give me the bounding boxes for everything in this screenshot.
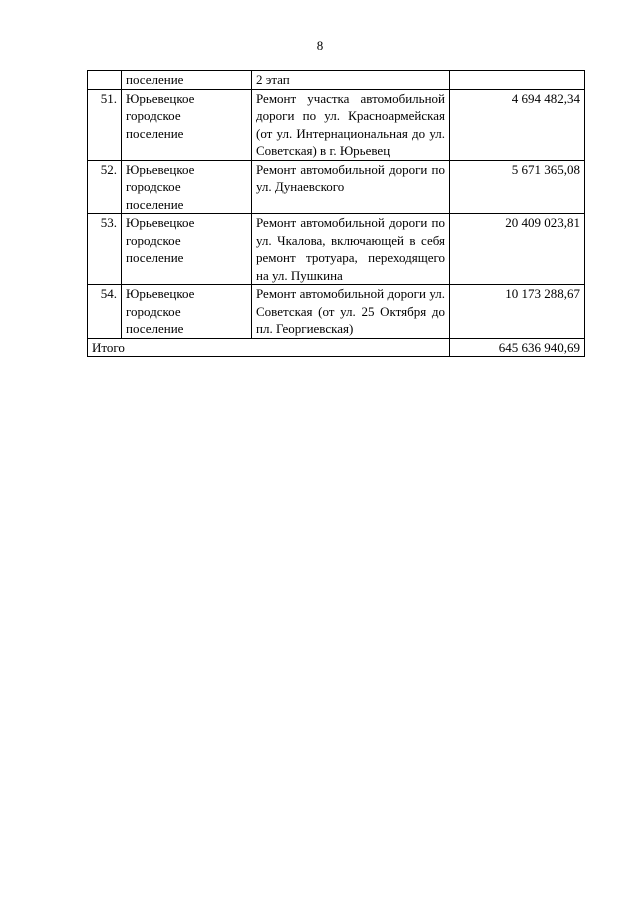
row-number-cell: 53. — [88, 214, 122, 285]
settlement-name-line: городское — [126, 232, 181, 248]
funding-table — [87, 70, 585, 357]
table-row — [88, 160, 585, 214]
table-row — [88, 285, 585, 339]
work-description-cell: Ремонт участка автомобильной дороги по ул. Красноармейская (от ул. Интернациональная до ул. Советская) в г. Юрьевец — [252, 89, 450, 160]
settlement-name-cell — [122, 214, 252, 285]
settlement-name-cell: поселение — [122, 71, 252, 90]
total-label: Итого — [88, 338, 450, 357]
amount-cell — [450, 71, 585, 90]
amount-cell: 5 671 365,08 — [450, 160, 585, 214]
settlement-name-line: Юрьевецкое — [126, 161, 195, 177]
total-row — [88, 338, 585, 357]
settlement-name-cell — [122, 285, 252, 339]
table-row — [88, 214, 585, 285]
amount-cell: 4 694 482,34 — [450, 89, 585, 160]
amount-cell: 20 409 023,81 — [450, 214, 585, 285]
work-description-cell: Ремонт автомобильной дороги по ул. Дунаевского — [252, 160, 450, 214]
work-description-cell: Ремонт автомобильной дороги ул. Советская (от ул. 25 Октября до пл. Георгиевская) — [252, 285, 450, 339]
table-row-continuation — [88, 71, 585, 90]
settlement-name-line: Юрьевецкое — [126, 286, 195, 301]
row-number-cell: 52. — [88, 160, 122, 214]
settlement-name-line: поселение — [126, 125, 184, 141]
row-number-cell: 51. — [88, 89, 122, 160]
settlement-name-line: городское — [126, 108, 181, 123]
total-amount: 645 636 940,69 — [450, 338, 585, 357]
table-row — [88, 89, 585, 160]
settlement-name-line: Юрьевецкое — [126, 90, 195, 106]
settlement-name-line: поселение — [126, 321, 184, 336]
settlement-name-line: поселение — [126, 196, 184, 212]
settlement-name-line: городское — [126, 303, 181, 319]
settlement-name-cell — [122, 160, 252, 214]
work-description-cell: Ремонт автомобильной дороги по ул. Чкалова, включающей в себя ремонт тротуара, переходящего на ул. Пушкина — [252, 214, 450, 285]
row-number-cell — [88, 71, 122, 90]
settlement-name-line: городское — [126, 179, 181, 194]
settlement-name-line: Юрьевецкое — [126, 215, 195, 230]
row-number-cell: 54. — [88, 285, 122, 339]
work-description-cell: 2 этап — [252, 71, 450, 90]
settlement-name-line: поселение — [126, 250, 184, 265]
settlement-name-cell — [122, 89, 252, 160]
amount-cell: 10 173 288,67 — [450, 285, 585, 339]
page-number: 8 — [316, 38, 324, 53]
